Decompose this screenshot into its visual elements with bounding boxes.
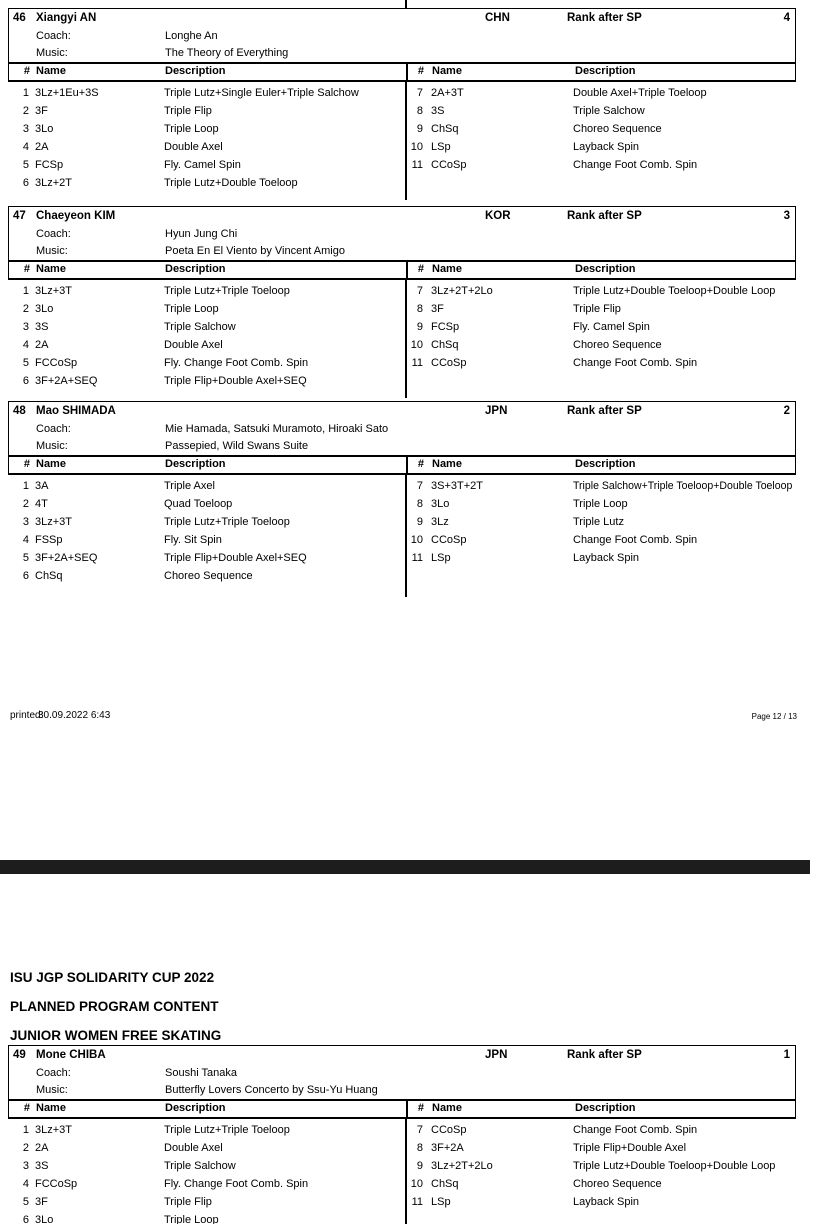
element-description: Change Foot Comb. Spin xyxy=(573,534,698,546)
element-description: Choreo Sequence xyxy=(573,339,662,351)
element-row xyxy=(407,300,796,318)
skater-name: Xiangyi AN xyxy=(36,12,97,24)
col-header-description: Description xyxy=(575,458,636,470)
element-code: CCoSp xyxy=(431,159,467,171)
element-number: 7 xyxy=(416,480,423,492)
element-description: Triple Flip xyxy=(164,1196,212,1208)
element-code: FSSp xyxy=(35,534,63,546)
element-number: 4 xyxy=(22,339,29,351)
element-code: 2A xyxy=(35,339,49,351)
element-description: Triple Lutz+Double Toeloop+Double Loop xyxy=(573,1160,776,1172)
element-description: Layback Spin xyxy=(573,1196,640,1208)
col-header-description: Description xyxy=(165,1102,226,1114)
element-description: Layback Spin xyxy=(573,141,640,153)
element-row xyxy=(407,336,796,354)
element-description: Fly. Camel Spin xyxy=(573,321,650,333)
col-header-description: Description xyxy=(575,1102,636,1114)
col-header-name: Name xyxy=(432,458,462,470)
element-number: 10 xyxy=(410,339,423,351)
col-header-number: # xyxy=(417,65,424,77)
col-header-description: Description xyxy=(165,458,226,470)
col-header-number: # xyxy=(23,1102,30,1114)
element-row xyxy=(407,1193,796,1211)
element-number: 9 xyxy=(416,123,423,135)
element-description: Double Axel xyxy=(164,1142,223,1154)
col-header-number: # xyxy=(23,458,30,470)
element-description: Double Axel xyxy=(164,339,223,351)
element-row xyxy=(8,138,405,156)
element-description: Triple Flip+Double Axel+SEQ xyxy=(164,552,307,564)
element-row xyxy=(407,1175,796,1193)
elements-table-header xyxy=(9,260,795,278)
element-number: 10 xyxy=(410,534,423,546)
element-description: Triple Lutz+Triple Toeloop xyxy=(164,1124,290,1136)
col-header-number: # xyxy=(417,1102,424,1114)
skater-header-row xyxy=(9,207,795,226)
skater-info-box xyxy=(8,401,796,475)
element-number: 6 xyxy=(22,570,29,582)
element-code: 3Lo xyxy=(35,123,54,135)
music-label: Music: xyxy=(36,440,68,452)
element-code: FCSp xyxy=(35,159,64,171)
element-description: Triple Lutz+Single Euler+Triple Salchow xyxy=(164,87,359,99)
element-description: Choreo Sequence xyxy=(573,1178,662,1190)
element-description: Triple Flip+Double Axel xyxy=(573,1142,687,1154)
rank-after-sp-value: 1 xyxy=(783,1049,790,1061)
skater-info-box xyxy=(8,206,796,280)
element-row xyxy=(8,1193,405,1211)
element-number: 4 xyxy=(22,534,29,546)
element-description: Layback Spin xyxy=(573,552,640,564)
element-row xyxy=(8,549,405,567)
col-header-number: # xyxy=(23,263,30,275)
element-number: 2 xyxy=(22,105,29,117)
element-row xyxy=(407,354,796,372)
element-description: Triple Axel xyxy=(164,480,215,492)
rank-after-sp-value: 3 xyxy=(783,210,790,222)
element-code: ChSq xyxy=(431,123,459,135)
element-description: Triple Lutz+Double Toeloop xyxy=(164,177,298,189)
rank-after-sp-value: 2 xyxy=(783,405,790,417)
element-description: Quad Toeloop xyxy=(164,498,233,510)
element-description: Choreo Sequence xyxy=(164,570,253,582)
element-number: 2 xyxy=(22,303,29,315)
element-number: 11 xyxy=(411,552,423,564)
elements-column-right xyxy=(407,282,796,372)
elements-column-right xyxy=(407,1121,796,1211)
element-number: 3 xyxy=(22,321,29,333)
element-description: Triple Lutz xyxy=(573,516,624,528)
event-title: ISU JGP SOLIDARITY CUP 2022 xyxy=(10,970,215,985)
element-description: Triple Loop xyxy=(164,1214,219,1224)
element-code: 3F+2A+SEQ xyxy=(35,375,98,387)
music-label: Music: xyxy=(36,245,68,257)
element-code: 3Lz+1Eu+3S xyxy=(35,87,99,99)
element-description: Fly. Camel Spin xyxy=(164,159,241,171)
elements-column-left xyxy=(8,1121,405,1224)
coach-label: Coach: xyxy=(36,228,71,240)
element-row xyxy=(407,1157,796,1175)
element-code: 3Lo xyxy=(431,498,450,510)
col-header-description: Description xyxy=(575,65,636,77)
elements-table-header xyxy=(9,1099,795,1117)
element-description: Triple Lutz+Triple Toeloop xyxy=(164,285,290,297)
col-header-description: Description xyxy=(575,263,636,275)
element-number: 1 xyxy=(22,1124,29,1136)
element-description: Double Axel xyxy=(164,141,223,153)
col-header-name: Name xyxy=(36,1102,66,1114)
element-description: Triple Salchow+Triple Toeloop+Double Toeloop xyxy=(573,480,793,492)
music-row xyxy=(9,45,795,62)
element-description: Fly. Change Foot Comb. Spin xyxy=(164,1178,309,1190)
element-row xyxy=(8,567,405,585)
element-code: CCoSp xyxy=(431,1124,467,1136)
element-number: 8 xyxy=(416,105,423,117)
element-code: 3Lo xyxy=(35,303,54,315)
element-number: 4 xyxy=(22,141,29,153)
element-number: 1 xyxy=(22,480,29,492)
element-row xyxy=(8,318,405,336)
col-header-number: # xyxy=(417,458,424,470)
element-description: Triple Salchow xyxy=(573,105,645,117)
element-description: Triple Salchow xyxy=(164,1160,236,1172)
element-description: Triple Loop xyxy=(164,303,219,315)
element-description: Double Axel+Triple Toeloop xyxy=(573,87,707,99)
element-code: ChSq xyxy=(35,570,63,582)
element-row xyxy=(8,336,405,354)
element-description: Triple Flip xyxy=(164,105,212,117)
music-label: Music: xyxy=(36,47,68,59)
element-row xyxy=(8,102,405,120)
element-code: 3S+3T+2T xyxy=(431,480,483,492)
nation-code: KOR xyxy=(485,210,511,222)
element-number: 8 xyxy=(416,303,423,315)
element-description: Triple Lutz+Triple Toeloop xyxy=(164,516,290,528)
elements-column-right xyxy=(407,84,796,174)
nation-code: JPN xyxy=(485,1049,508,1061)
element-code: 3Lz+3T xyxy=(35,516,72,528)
element-code: 3Lz+3T xyxy=(35,1124,72,1136)
element-row xyxy=(407,318,796,336)
element-code: 3S xyxy=(35,321,49,333)
element-number: 2 xyxy=(22,498,29,510)
element-code: 3F xyxy=(431,303,444,315)
element-code: LSp xyxy=(431,1196,451,1208)
music-label: Music: xyxy=(36,1084,68,1096)
coach-row xyxy=(9,226,795,243)
skater-block-48 xyxy=(8,401,796,597)
element-code: 3S xyxy=(35,1160,49,1172)
element-code: 3Lo xyxy=(35,1214,54,1224)
element-row xyxy=(407,120,796,138)
element-row xyxy=(407,1139,796,1157)
page-number: Page 12 / 13 xyxy=(751,712,797,721)
col-header-name: Name xyxy=(432,1102,462,1114)
element-number: 9 xyxy=(416,1160,423,1172)
music-value: The Theory of Everything xyxy=(165,47,289,59)
element-number: 7 xyxy=(416,1124,423,1136)
element-number: 5 xyxy=(22,1196,29,1208)
element-number: 8 xyxy=(416,498,423,510)
element-number: 11 xyxy=(411,159,423,171)
element-code: 3F+2A+SEQ xyxy=(35,552,98,564)
element-number: 3 xyxy=(22,516,29,528)
element-number: 9 xyxy=(416,516,423,528)
coach-row xyxy=(9,1065,795,1082)
element-row xyxy=(8,174,405,192)
element-row xyxy=(8,84,405,102)
nation-code: CHN xyxy=(485,12,510,24)
skater-block-46 xyxy=(8,8,796,200)
element-code: 3S xyxy=(431,105,445,117)
element-description: Fly. Change Foot Comb. Spin xyxy=(164,357,309,369)
element-number: 1 xyxy=(22,87,29,99)
element-row xyxy=(8,354,405,372)
element-code: CCoSp xyxy=(431,534,467,546)
element-code: FCCoSp xyxy=(35,357,78,369)
music-value: Passepied, Wild Swans Suite xyxy=(165,440,309,452)
element-row xyxy=(8,531,405,549)
element-number: 1 xyxy=(22,285,29,297)
element-row xyxy=(407,531,796,549)
skater-header-row xyxy=(9,402,795,421)
element-code: 2A xyxy=(35,141,49,153)
element-row xyxy=(407,513,796,531)
element-row xyxy=(407,102,796,120)
elements-table-header xyxy=(9,62,795,80)
element-row xyxy=(8,120,405,138)
element-number: 5 xyxy=(22,552,29,564)
col-header-number: # xyxy=(23,65,30,77)
coach-row xyxy=(9,28,795,45)
col-header-description: Description xyxy=(165,65,226,77)
element-row xyxy=(407,156,796,174)
element-code: ChSq xyxy=(431,1178,459,1190)
element-number: 5 xyxy=(22,159,29,171)
rank-after-sp-label: Rank after SP xyxy=(567,210,642,222)
music-value: Poeta En El Viento by Vincent Amigo xyxy=(165,245,345,257)
col-header-name: Name xyxy=(36,65,66,77)
rank-after-sp-label: Rank after SP xyxy=(567,1049,642,1061)
rank-after-sp-label: Rank after SP xyxy=(567,12,642,24)
element-code: 3Lz+2T+2Lo xyxy=(431,1160,493,1172)
element-description: Change Foot Comb. Spin xyxy=(573,357,698,369)
coach-value: Longhe An xyxy=(165,30,218,42)
element-code: FCSp xyxy=(431,321,460,333)
start-number: 49 xyxy=(13,1049,26,1061)
element-number: 6 xyxy=(22,375,29,387)
element-code: 4T xyxy=(35,498,48,510)
element-number: 10 xyxy=(410,1178,423,1190)
col-header-name: Name xyxy=(432,65,462,77)
segment-title: JUNIOR WOMEN FREE SKATING xyxy=(10,1028,222,1043)
elements-table-header xyxy=(9,455,795,473)
element-row xyxy=(8,513,405,531)
element-code: 3F xyxy=(35,105,48,117)
element-code: CCoSp xyxy=(431,357,467,369)
coach-row xyxy=(9,421,795,438)
element-code: 3F xyxy=(35,1196,48,1208)
element-number: 5 xyxy=(22,357,29,369)
element-row xyxy=(8,300,405,318)
element-row xyxy=(8,372,405,390)
element-code: ChSq xyxy=(431,339,459,351)
element-description: Change Foot Comb. Spin xyxy=(573,1124,698,1136)
elements-table xyxy=(8,1119,796,1224)
element-code: 3Lz+2T xyxy=(35,177,72,189)
element-description: Triple Loop xyxy=(573,498,628,510)
skater-header-row xyxy=(9,1046,795,1065)
element-number: 11 xyxy=(411,357,423,369)
rank-after-sp-value: 4 xyxy=(783,12,790,24)
page-break-bar xyxy=(0,860,810,874)
element-number: 9 xyxy=(416,321,423,333)
element-row xyxy=(8,1211,405,1224)
element-row xyxy=(8,1175,405,1193)
element-code: 2A+3T xyxy=(431,87,464,99)
element-row xyxy=(8,156,405,174)
element-row xyxy=(8,495,405,513)
element-number: 3 xyxy=(22,1160,29,1172)
elements-column-left xyxy=(8,477,405,585)
element-code: LSp xyxy=(431,141,451,153)
elements-table xyxy=(8,280,796,398)
coach-value: Hyun Jung Chi xyxy=(165,228,238,240)
skater-name: Mao SHIMADA xyxy=(36,405,116,417)
elements-table xyxy=(8,475,796,597)
element-code: 3F+2A xyxy=(431,1142,464,1154)
col-header-number: # xyxy=(417,263,424,275)
skater-block-47 xyxy=(8,206,796,398)
coach-value: Soushi Tanaka xyxy=(165,1067,237,1079)
element-description: Choreo Sequence xyxy=(573,123,662,135)
elements-column-left xyxy=(8,84,405,192)
nation-code: JPN xyxy=(485,405,508,417)
element-number: 10 xyxy=(410,141,423,153)
element-number: 11 xyxy=(411,1196,423,1208)
rank-after-sp-label: Rank after SP xyxy=(567,405,642,417)
elements-table xyxy=(8,82,796,200)
printed-label: printed: xyxy=(10,710,44,721)
element-number: 3 xyxy=(22,123,29,135)
element-row xyxy=(407,138,796,156)
start-number: 46 xyxy=(13,12,26,24)
music-row xyxy=(9,1082,795,1099)
document-title: PLANNED PROGRAM CONTENT xyxy=(10,999,219,1014)
coach-label: Coach: xyxy=(36,30,71,42)
element-number: 4 xyxy=(22,1178,29,1190)
element-code: 3Lz+2T+2Lo xyxy=(431,285,493,297)
element-row xyxy=(407,549,796,567)
element-row xyxy=(8,1121,405,1139)
element-row xyxy=(8,1157,405,1175)
element-code: FCCoSp xyxy=(35,1178,78,1190)
element-row xyxy=(407,477,796,495)
printed-timestamp: 30.09.2022 6:43 xyxy=(38,710,111,721)
skater-header-row xyxy=(9,9,795,28)
skater-info-box xyxy=(8,8,796,82)
element-code: LSp xyxy=(431,552,451,564)
col-header-name: Name xyxy=(432,263,462,275)
element-description: Change Foot Comb. Spin xyxy=(573,159,698,171)
element-row xyxy=(8,477,405,495)
skater-info-box xyxy=(8,1045,796,1119)
start-number: 47 xyxy=(13,210,26,222)
element-description: Triple Flip xyxy=(573,303,621,315)
coach-label: Coach: xyxy=(36,1067,71,1079)
element-code: 3Lz xyxy=(431,516,449,528)
col-header-name: Name xyxy=(36,458,66,470)
element-number: 7 xyxy=(416,285,423,297)
element-description: Triple Flip+Double Axel+SEQ xyxy=(164,375,307,387)
element-description: Triple Loop xyxy=(164,123,219,135)
coach-label: Coach: xyxy=(36,423,71,435)
music-row xyxy=(9,438,795,455)
element-row xyxy=(407,282,796,300)
music-row xyxy=(9,243,795,260)
elements-column-left xyxy=(8,282,405,390)
start-number: 48 xyxy=(13,405,26,417)
music-value: Butterfly Lovers Concerto by Ssu-Yu Huang xyxy=(165,1084,378,1096)
element-row xyxy=(407,84,796,102)
element-number: 6 xyxy=(22,1214,29,1224)
element-row xyxy=(407,495,796,513)
element-row xyxy=(8,282,405,300)
elements-column-right xyxy=(407,477,796,567)
element-number: 7 xyxy=(416,87,423,99)
skater-block-49 xyxy=(8,1045,796,1224)
element-description: Triple Salchow xyxy=(164,321,236,333)
element-code: 3Lz+3T xyxy=(35,285,72,297)
skater-name: Mone CHIBA xyxy=(36,1049,106,1061)
element-description: Fly. Sit Spin xyxy=(164,534,222,546)
element-row xyxy=(8,1139,405,1157)
element-row xyxy=(407,1121,796,1139)
element-code: 3A xyxy=(35,480,49,492)
element-code: 2A xyxy=(35,1142,49,1154)
element-number: 8 xyxy=(416,1142,423,1154)
skater-name: Chaeyeon KIM xyxy=(36,210,116,222)
element-number: 2 xyxy=(22,1142,29,1154)
coach-value: Mie Hamada, Satsuki Muramoto, Hiroaki Sato xyxy=(165,423,389,435)
element-number: 6 xyxy=(22,177,29,189)
col-header-name: Name xyxy=(36,263,66,275)
element-description: Triple Lutz+Double Toeloop+Double Loop xyxy=(573,285,776,297)
col-header-description: Description xyxy=(165,263,226,275)
